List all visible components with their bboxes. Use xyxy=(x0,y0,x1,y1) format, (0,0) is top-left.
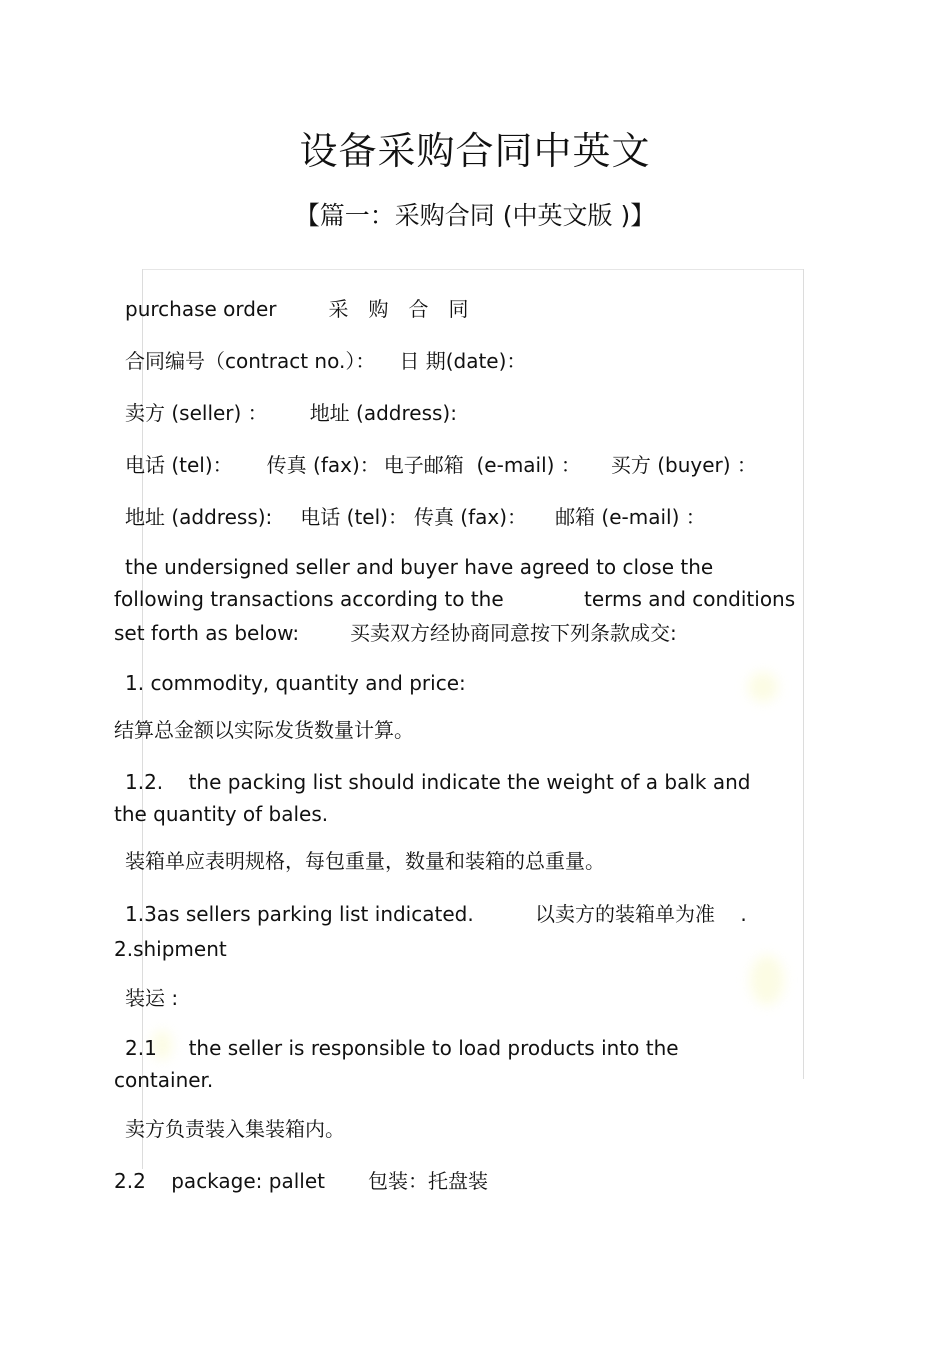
section-2-1-line-a: 2.1 the seller is responsible to load products into the xyxy=(125,1036,679,1060)
intro-line-2b: terms and conditions xyxy=(584,587,796,611)
seller-label: 卖方 (seller) ： xyxy=(125,401,268,425)
section-1-heading: 1. commodity, quantity and price: xyxy=(125,671,466,695)
buyer-contact-line xyxy=(125,505,706,529)
buyer-label: 买方 (buyer) ： xyxy=(610,453,757,477)
section-2-1-chinese: 卖方负责装入集装箱内。 xyxy=(125,1117,345,1141)
section-1-3-line-a: 1.3as sellers parking list indicated. xyxy=(125,902,474,926)
section-2-chinese: 装运 : xyxy=(125,986,179,1010)
contract-line xyxy=(125,349,526,373)
section-2-heading: 2.shipment xyxy=(114,937,227,961)
section-1-2-line-a: 1.2. the packing list should indicate the weight of a balk and xyxy=(125,770,751,794)
seller-line xyxy=(125,401,457,425)
intro-line-1: the undersigned seller and buyer have agreed to close the xyxy=(125,555,714,579)
po-chinese: 采 购 合 同 xyxy=(328,297,469,321)
fax-label: 传真 (fax)： xyxy=(266,453,380,477)
intro-line-3a: set forth as below: xyxy=(114,621,300,645)
po-english: purchase order xyxy=(125,297,277,321)
contact-line xyxy=(125,453,757,477)
section-1-2-chinese: 装箱单应表明规格，每包重量，数量和装箱的总重量。 xyxy=(125,849,605,873)
buyer-address-label: 地址 (address): xyxy=(125,505,273,529)
contract-no-label: 合同编号（contract no.）： xyxy=(125,349,376,373)
intro-line-2a: following transactions according to the xyxy=(114,587,504,611)
po-line xyxy=(125,297,469,321)
frame-right-border xyxy=(803,269,804,1079)
frame-top-border xyxy=(142,269,804,270)
document-title: 设备采购合同中英文 xyxy=(299,129,651,173)
scan-artifact xyxy=(748,672,778,702)
section-2-1-line-b: container. xyxy=(114,1068,214,1092)
date-label: 日 期(date)： xyxy=(399,349,527,373)
email-label: 电子邮箱 (e-mail) ： xyxy=(383,453,581,477)
tel-label: 电话 (tel)： xyxy=(125,453,233,477)
section-2-2-line-a: 2.2 package: pallet xyxy=(114,1169,325,1193)
section-1-3-line-b: 以卖方的装箱单为准 . xyxy=(535,902,747,926)
section-1-chinese: 结算总金额以实际发货数量计算。 xyxy=(114,718,414,742)
section-1-2-line-b: the quantity of bales. xyxy=(114,802,329,826)
document-subtitle: 【篇一：采购合同 (中英文版 )】 xyxy=(294,201,656,230)
intro-line-3b: 买卖双方经协商同意按下列条款成交: xyxy=(350,621,677,645)
buyer-fax-label: 传真 (fax)： xyxy=(413,505,528,529)
buyer-tel-label: 电话 (tel)： xyxy=(300,505,408,529)
buyer-email-label: 邮箱 (e-mail) ： xyxy=(555,505,706,529)
section-2-2-line-b: 包装：托盘装 xyxy=(368,1169,488,1193)
scan-artifact xyxy=(750,955,784,1005)
seller-address-label: 地址 (address): xyxy=(309,401,457,425)
